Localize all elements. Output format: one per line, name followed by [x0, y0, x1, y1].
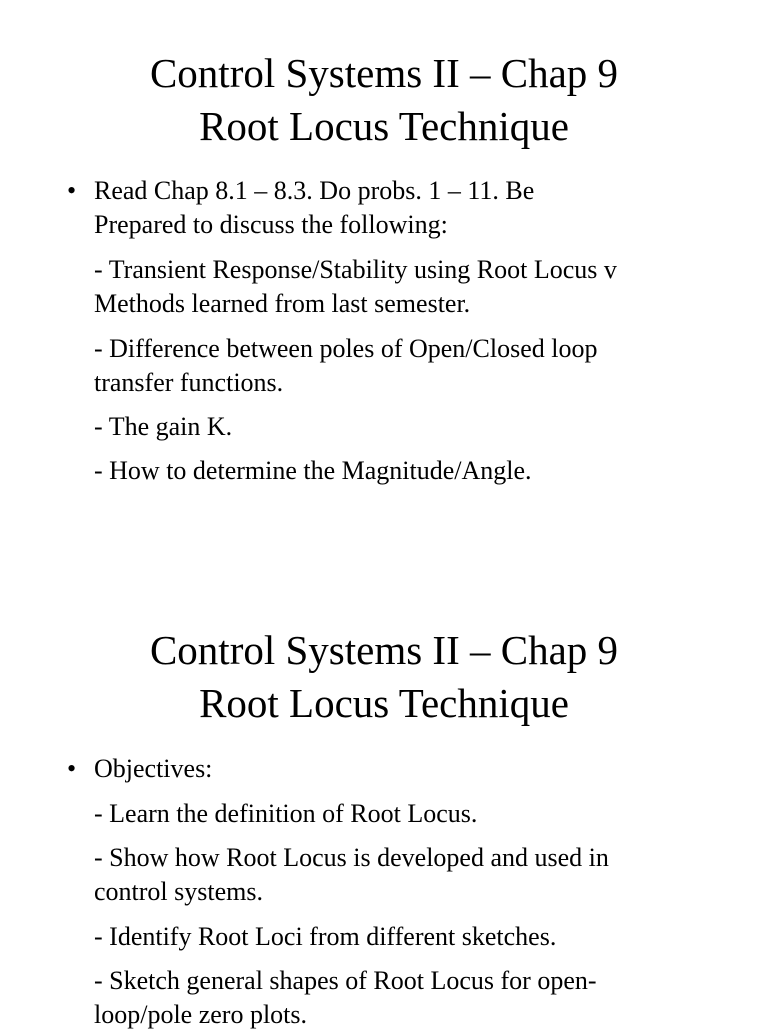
- slide-2-paragraph-5: [94, 964, 734, 1032]
- slide-1-title-line-1: Control Systems II – Chap 9: [149, 50, 619, 96]
- text-line: Objectives:: [94, 754, 213, 783]
- slide-1-paragraph-4: [94, 410, 734, 444]
- text-line: Methods learned from last semester.: [94, 289, 471, 318]
- slide-2-title-line-2: Root Locus Technique: [199, 680, 569, 726]
- text-line: - Learn the definition of Root Locus.: [94, 799, 478, 828]
- slide-1-paragraph-2: [94, 253, 734, 321]
- text-line: - Identify Root Loci from different sketches.: [94, 922, 557, 951]
- text-line: loop/pole zero plots.: [94, 1000, 308, 1029]
- text-line: Read Chap 8.1 – 8.3. Do probs. 1 – 11. Be: [94, 176, 535, 205]
- text-line: - Transient Response/Stability using Root Locus v: [94, 255, 617, 284]
- slide-2-paragraph-4: [94, 920, 734, 954]
- text-line: - Show how Root Locus is developed and used in: [94, 843, 609, 872]
- slide-1-title: [0, 47, 768, 153]
- slide-2-paragraph-1: [94, 752, 734, 786]
- slide-1-bullet: •: [67, 176, 77, 205]
- text-line: - How to determine the Magnitude/Angle.: [94, 456, 532, 485]
- slide-2-paragraph-3: [94, 841, 734, 909]
- slide-1-paragraph-1: [94, 174, 734, 242]
- text-line: - Sketch general shapes of Root Locus for open-: [94, 966, 597, 995]
- text-line: - Difference between poles of Open/Closed loop: [94, 334, 598, 363]
- text-line: transfer functions.: [94, 368, 284, 397]
- text-line: control systems.: [94, 877, 263, 906]
- text-line: - The gain K.: [94, 412, 233, 441]
- slide-2-paragraph-2: [94, 797, 734, 831]
- slide-2-bullet: •: [67, 754, 77, 783]
- slide-1-title-line-2: Root Locus Technique: [199, 103, 569, 149]
- slide-1-paragraph-3: [94, 332, 734, 400]
- slide-1-paragraph-5: [94, 454, 734, 488]
- slide-2-title-line-1: Control Systems II – Chap 9: [149, 627, 619, 673]
- slide-2-title: [0, 624, 768, 730]
- text-line: Prepared to discuss the following:: [94, 210, 448, 239]
